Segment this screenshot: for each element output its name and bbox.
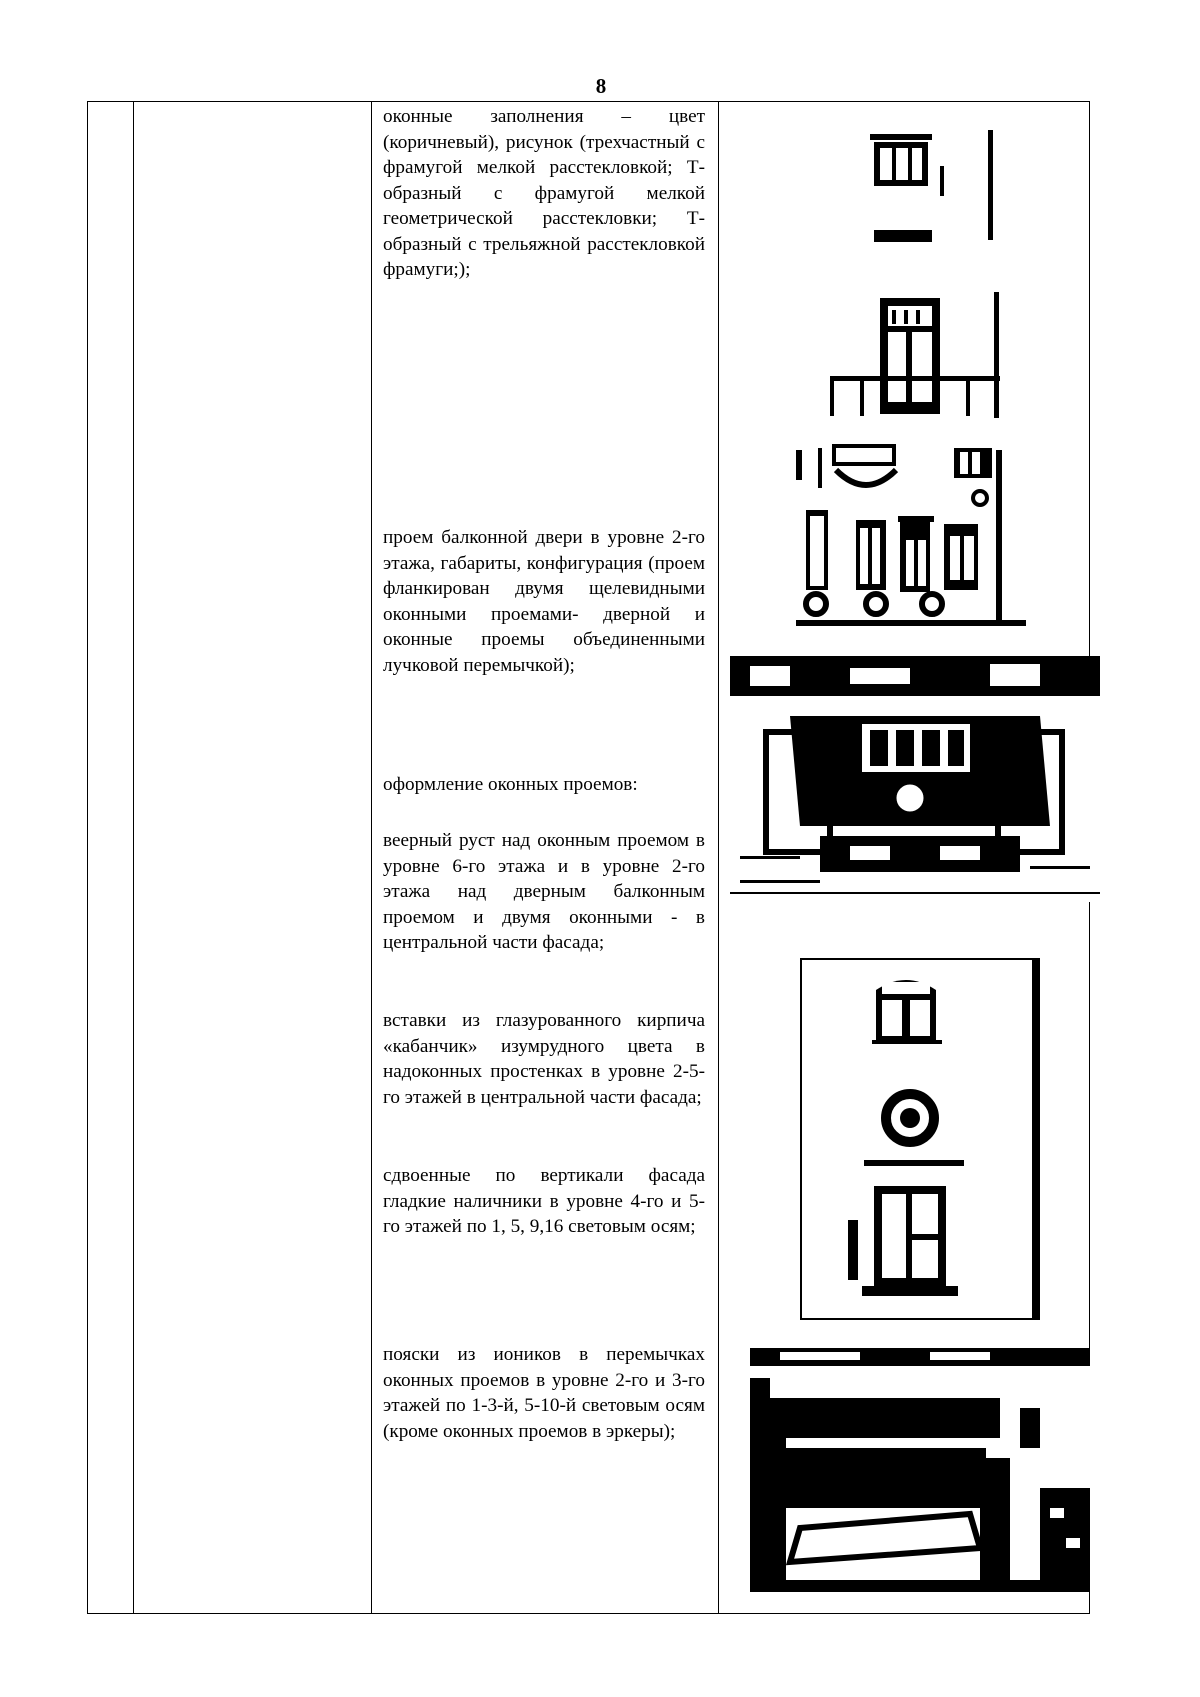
photo-facade-balcony [796,440,1026,630]
paragraph-ionic-belts: пояски из иоников в перемычках оконных проемов в уровне 2-го и 3-го этажей по 1-3-й, 5-10-й световым осям (кроме оконных проемов в эркеры); [383,1344,705,1442]
paragraph-window-decor-heading: оформление оконных проемов: [383,774,638,795]
photo-window-wreath [800,958,1040,1320]
paragraph-window-fillings: оконные заполнения – цвет (коричневый), рисунок (трехчастный с фрамугой мелкой расстекловкой; Т-образный с фрамугой мелкой геометрической расстекловки; Т-образный с трельяжной расстекловкой фрамуги;); [383,106,705,280]
column-divider-1 [133,101,134,1614]
photo-balcony-door-detail [730,656,1100,902]
paragraph-balcony-door: проем балконной двери в уровне 2-го этажа, габариты, конфигурация (проем фланкирован двумя щелевидными оконными проемами- дверной и оконные проемы объединенными лучковой перемычкой); [383,527,705,676]
photo-window-upper [860,126,1010,246]
paragraph-glazed-brick: вставки из глазурованного кирпича «кабанчик» изумрудного цвета в надоконных простенках в уровне 2-5-го этажей в центральной части фасада; [383,1010,705,1108]
photo-window-railing [830,292,1005,420]
column-divider-3 [718,101,719,1614]
paragraph-double-casings: сдвоенные по вертикали фасада гладкие наличники в уровне 4-го и 5-го этажей по 1, 5, 9,16 световым осям; [383,1165,705,1237]
paragraph-fan-rustication: веерный руст над оконным проемом в уровне 6-го этажа и в уровне 2-го этажа над дверным балконным проемом и двумя оконными - в центральной части фасада; [383,830,705,953]
photo-window-ionic [750,1348,1090,1592]
column-divider-2 [371,101,372,1614]
page-number: 8 [595,74,607,98]
